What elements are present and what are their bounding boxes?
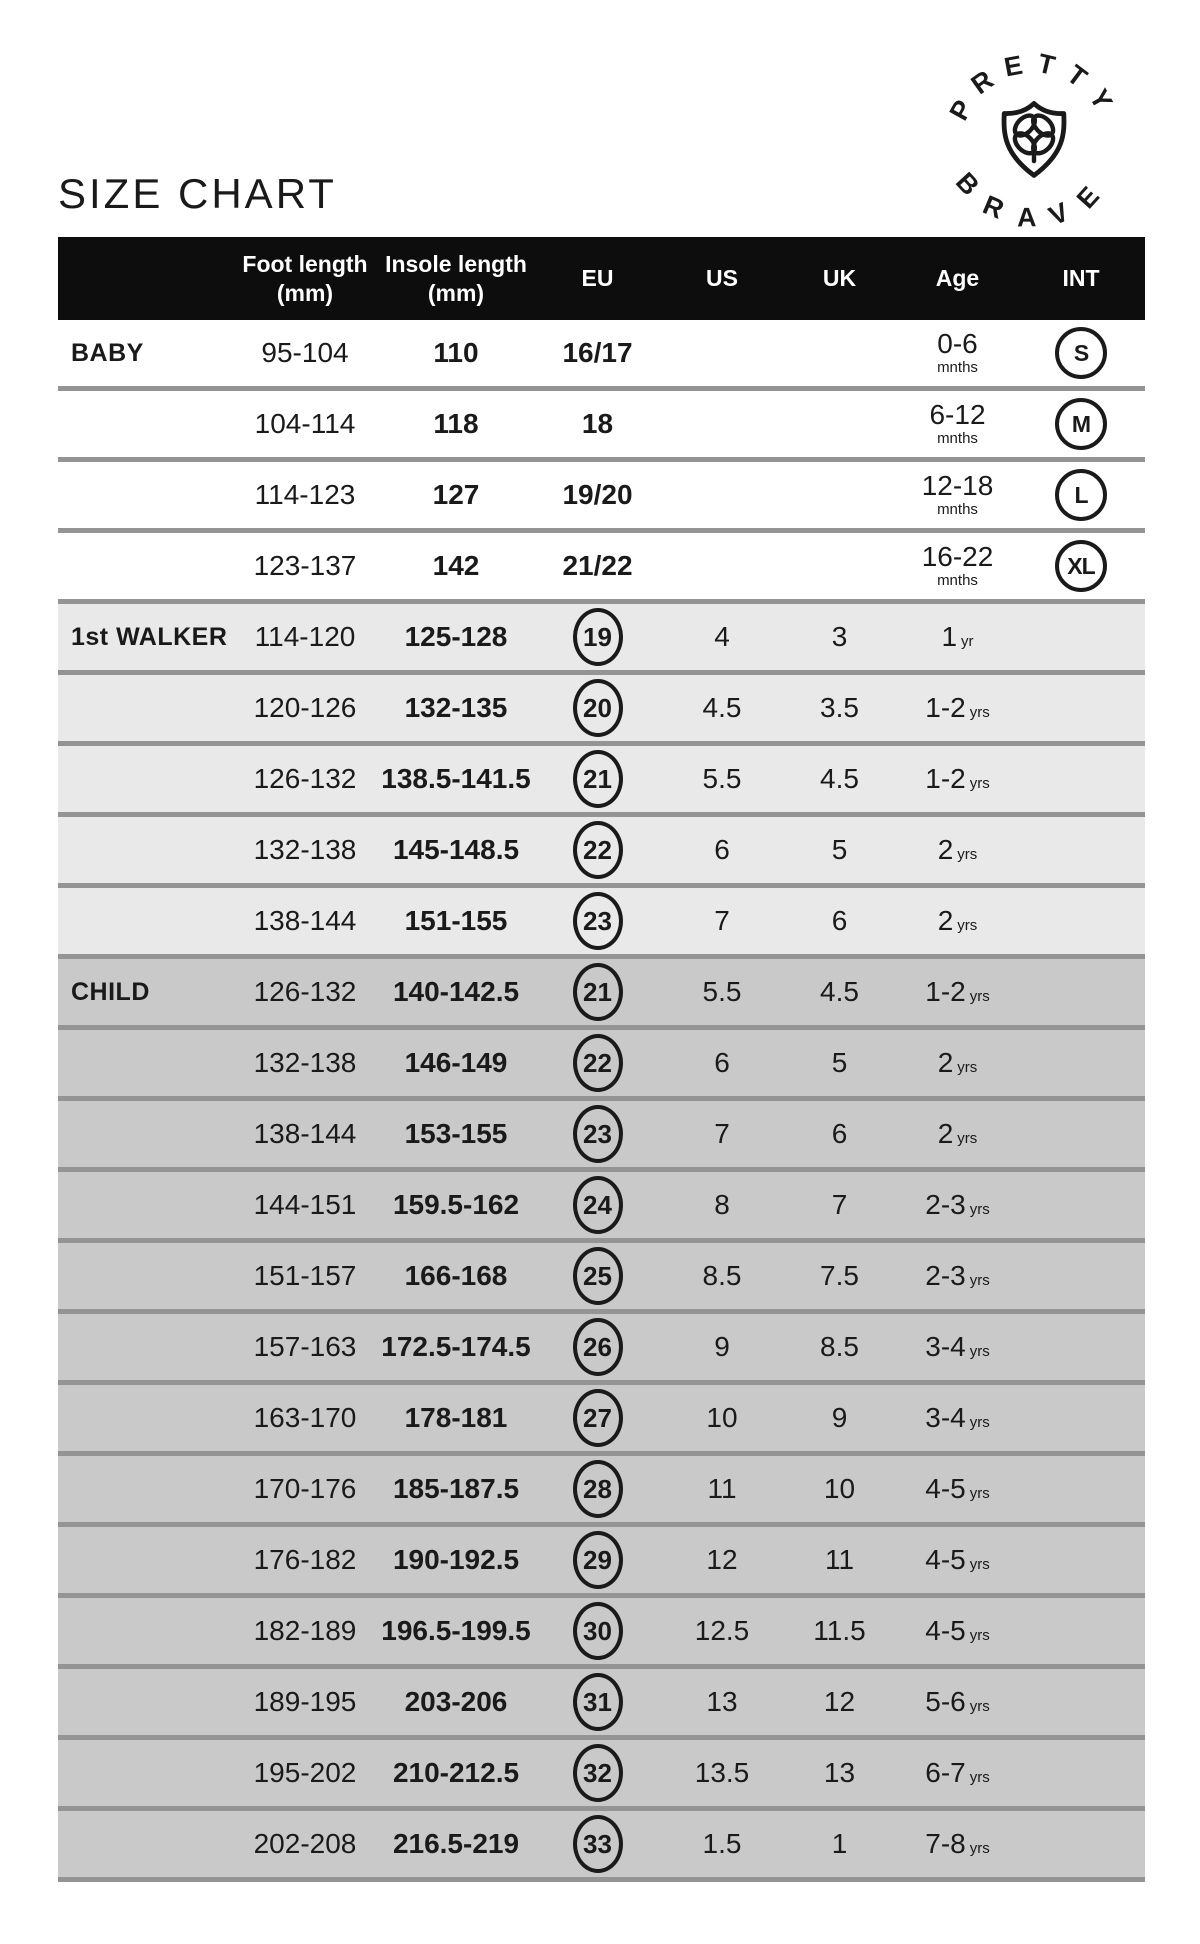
cell-eu-size (532, 821, 663, 879)
cell-insole-length: 172.5-174.5 (381, 1331, 531, 1362)
cell-insole-length: 110 (433, 337, 479, 368)
cell-uk-size: 3 (831, 621, 848, 652)
age-number: 4-5 (925, 1544, 966, 1575)
cell-us-size: 7 (714, 905, 730, 936)
age-number: 6-12 (929, 399, 986, 431)
age-unit: yrs (957, 1130, 978, 1147)
cell-eu-size (532, 479, 663, 511)
age-number: 4-5 (925, 1473, 966, 1504)
cell-eu-size (532, 337, 663, 369)
cell-uk-size: 6 (831, 1118, 848, 1149)
age-number: 3-4 (925, 1402, 966, 1433)
column-header-eu (532, 264, 663, 292)
age-unit: mnths (937, 501, 978, 519)
table-row (58, 1385, 1145, 1456)
int-size-badge: XL (1055, 540, 1107, 592)
age-number: 1 (941, 621, 958, 652)
table-row (58, 604, 1145, 675)
table-row (58, 320, 1145, 391)
cell-insole-length: 185-187.5 (392, 1473, 520, 1504)
cell-uk-size: 8.5 (820, 1331, 859, 1362)
cell-age (898, 1828, 1017, 1860)
table-row (58, 746, 1145, 817)
cell-eu-size (532, 679, 663, 737)
cell-foot-length: 132-138 (253, 834, 357, 865)
table-row (58, 1527, 1145, 1598)
cell-uk-size: 12 (823, 1686, 856, 1717)
cell-uk-size: 9 (831, 1402, 848, 1433)
cell-us-size: 6 (714, 1047, 730, 1078)
cell-insole-length: 132-135 (404, 692, 508, 723)
cell-insole-length: 127 (432, 479, 480, 510)
age-number: 4-5 (925, 1615, 966, 1646)
table-row (58, 1243, 1145, 1314)
cell-uk-size: 7 (831, 1189, 848, 1220)
cell-age (898, 1402, 1017, 1434)
cell-foot-length: 144-151 (253, 1189, 357, 1220)
cell-us-size: 11 (707, 1473, 737, 1504)
age-number: 3-4 (925, 1331, 966, 1362)
cell-insole-length: 210-212.5 (392, 1757, 520, 1788)
eu-size-badge: 33 (573, 1815, 623, 1873)
age-unit: yrs (969, 1698, 990, 1715)
cell-foot-length: 189-195 (253, 1686, 357, 1717)
cell-int-size (1017, 540, 1145, 592)
cell-us-size: 9 (714, 1331, 730, 1362)
cell-foot-length: 163-170 (253, 1402, 357, 1433)
cell-uk-size: 10 (823, 1473, 856, 1504)
age-unit: yrs (969, 1343, 990, 1360)
int-size-badge: S (1055, 327, 1107, 379)
column-header-us (663, 264, 781, 292)
cell-insole-length: 145-148.5 (392, 834, 520, 865)
cell-us-size: 5.5 (702, 976, 742, 1007)
cell-foot-length: 114-123 (254, 479, 356, 510)
age-unit: yrs (969, 1840, 990, 1857)
cell-eu-size (532, 892, 663, 950)
eu-size-badge: 23 (573, 1105, 623, 1163)
cell-insole-length: 125-128 (404, 621, 508, 652)
cell-age (898, 1473, 1017, 1505)
age-number: 5-6 (925, 1686, 966, 1717)
cell-eu-size (532, 1744, 663, 1802)
column-header-text: EU (581, 265, 614, 292)
cell-uk-size: 1 (831, 1828, 848, 1859)
age-value (922, 471, 994, 518)
cell-uk-size: 3.5 (820, 692, 859, 723)
cell-foot-length: 202-208 (253, 1828, 357, 1859)
eu-size-badge: 24 (573, 1176, 623, 1234)
age-number: 2 (937, 905, 954, 936)
age-unit: yrs (957, 917, 978, 934)
eu-size-badge: 19 (573, 608, 623, 666)
age-unit: yrs (969, 1769, 990, 1786)
cell-foot-length: 138-144 (253, 905, 357, 936)
table-row (58, 1598, 1145, 1669)
age-unit: yrs (969, 1627, 990, 1644)
cell-us-size: 12 (706, 1544, 738, 1575)
column-header-insole-length (380, 250, 532, 306)
cell-us-size: 7 (714, 1118, 730, 1149)
eu-size-badge: 25 (573, 1247, 623, 1305)
age-unit: yr (961, 633, 974, 650)
column-header-unit: (mm) (276, 279, 334, 306)
cell-foot-length: 123-137 (253, 550, 357, 581)
cell-insole-length: 166-168 (404, 1260, 508, 1291)
cell-foot-length: 114-120 (254, 621, 356, 652)
cell-us-size: 6 (714, 834, 730, 865)
cell-insole-length: 140-142.5 (392, 976, 520, 1007)
cell-insole-length: 146-149 (404, 1047, 508, 1078)
age-number: 1-2 (925, 692, 966, 723)
cell-eu-size (532, 1034, 663, 1092)
cell-eu-size (532, 1531, 663, 1589)
cell-age (898, 542, 1017, 589)
cell-uk-size: 6 (831, 905, 848, 936)
table-row (58, 1740, 1145, 1811)
cell-eu-size (532, 1318, 663, 1376)
eu-size-badge: 21/22 (562, 550, 633, 581)
cell-foot-length: 182-189 (253, 1615, 357, 1646)
table-body (58, 320, 1145, 1882)
age-number: 6-7 (925, 1757, 966, 1788)
cell-uk-size: 11.5 (813, 1615, 866, 1646)
cell-eu-size (532, 963, 663, 1021)
cell-age (898, 1260, 1017, 1292)
eu-size-badge: 32 (573, 1744, 623, 1802)
cell-us-size: 12.5 (694, 1615, 750, 1646)
int-size-badge: L (1055, 469, 1107, 521)
cell-insole-length: 138.5-141.5 (381, 763, 531, 794)
eu-size-badge: 27 (573, 1389, 623, 1447)
column-header-age (898, 264, 1017, 292)
age-number: 16-22 (921, 541, 994, 573)
column-header-unit: (mm) (427, 279, 485, 306)
column-header-text: Age (935, 265, 980, 292)
cell-insole-length: 190-192.5 (392, 1544, 520, 1575)
age-unit: yrs (969, 775, 990, 792)
age-unit: mnths (937, 430, 978, 448)
section-label: CHILD (71, 977, 150, 1006)
cell-eu-size (532, 1815, 663, 1873)
cell-us-size: 1.5 (702, 1828, 742, 1859)
table-header-row (58, 237, 1145, 320)
cell-insole-length: 178-181 (404, 1402, 508, 1433)
age-number: 2-3 (925, 1189, 966, 1220)
size-chart-table (58, 237, 1145, 1882)
cell-foot-length: 157-163 (253, 1331, 357, 1362)
table-row (58, 1456, 1145, 1527)
cell-age (898, 1331, 1017, 1363)
cell-age (898, 471, 1017, 518)
cell-foot-length: 95-104 (261, 337, 349, 368)
cell-foot-length: 138-144 (253, 1118, 357, 1149)
cell-int-size (1017, 327, 1145, 379)
cell-eu-size (532, 1176, 663, 1234)
cell-age (898, 329, 1017, 376)
age-number: 1-2 (925, 976, 966, 1007)
age-value (937, 329, 978, 376)
cell-us-size: 8 (714, 1189, 730, 1220)
cell-foot-length: 195-202 (253, 1757, 357, 1788)
eu-size-badge: 21 (573, 750, 623, 808)
age-unit: yrs (969, 1485, 990, 1502)
eu-size-badge: 20 (573, 679, 623, 737)
cell-uk-size: 11 (824, 1544, 855, 1575)
cell-eu-size (532, 1460, 663, 1518)
cell-insole-length: 142 (432, 550, 480, 581)
table-row (58, 1030, 1145, 1101)
age-unit: yrs (969, 1272, 990, 1289)
eu-size-badge: 23 (573, 892, 623, 950)
cell-us-size: 8.5 (702, 1260, 742, 1291)
logo-top-text: PRETTY (943, 47, 1125, 126)
cell-eu-size (532, 1105, 663, 1163)
eu-size-badge: 30 (573, 1602, 623, 1660)
page-title: SIZE CHART (58, 170, 337, 217)
cell-age (898, 834, 1017, 866)
eu-size-badge: 21 (573, 963, 623, 1021)
cell-age (898, 1189, 1017, 1221)
cell-age (898, 1544, 1017, 1576)
table-row (58, 1172, 1145, 1243)
cell-eu-size (532, 1673, 663, 1731)
table-row (58, 1811, 1145, 1882)
cell-eu-size (532, 750, 663, 808)
eu-size-badge: 22 (573, 1034, 623, 1092)
cell-foot-length: 126-132 (253, 763, 357, 794)
cell-age (898, 1757, 1017, 1789)
column-header-text: Foot length (242, 251, 368, 278)
column-header-text: US (706, 265, 738, 292)
eu-size-badge: 26 (573, 1318, 623, 1376)
cell-foot-length: 120-126 (253, 692, 357, 723)
table-row (58, 1101, 1145, 1172)
age-number: 2 (937, 1118, 954, 1149)
section-label: 1st WALKER (71, 622, 228, 651)
age-unit: mnths (937, 572, 978, 590)
cell-age (898, 1118, 1017, 1150)
pretty-brave-logo (938, 42, 1130, 234)
table-row (58, 1669, 1145, 1740)
age-number: 2 (937, 1047, 954, 1078)
cell-age (898, 621, 1017, 653)
cell-uk-size: 4.5 (820, 763, 859, 794)
section-label: BABY (71, 338, 144, 367)
age-unit: yrs (957, 1059, 978, 1076)
cell-us-size: 10 (706, 1402, 738, 1433)
cell-foot-length: 170-176 (253, 1473, 357, 1504)
cell-uk-size: 5 (831, 834, 848, 865)
table-row (58, 391, 1145, 462)
age-value (929, 400, 985, 447)
age-unit: yrs (969, 1556, 990, 1573)
age-number: 7-8 (925, 1828, 966, 1859)
cell-age (898, 976, 1017, 1008)
column-header-int (1017, 264, 1145, 292)
age-number: 0-6 (937, 328, 978, 360)
cell-insole-length: 159.5-162 (392, 1189, 520, 1220)
column-header-text: INT (1062, 265, 1100, 292)
table-row (58, 462, 1145, 533)
cell-eu-size (532, 608, 663, 666)
age-number: 2 (937, 834, 954, 865)
age-number: 1-2 (925, 763, 966, 794)
eu-size-badge: 29 (573, 1531, 623, 1589)
cell-eu-size (532, 1247, 663, 1305)
eu-size-badge: 22 (573, 821, 623, 879)
eu-size-badge: 18 (581, 408, 614, 439)
shield-clover-icon (1004, 103, 1064, 175)
age-unit: mnths (937, 359, 978, 377)
cell-foot-length: 151-157 (253, 1260, 357, 1291)
eu-size-badge: 19/20 (562, 479, 633, 510)
cell-age (898, 905, 1017, 937)
table-row (58, 675, 1145, 746)
cell-insole-length: 203-206 (404, 1686, 508, 1717)
cell-insole-length: 196.5-199.5 (381, 1615, 531, 1646)
age-unit: yrs (969, 988, 990, 1005)
column-header-foot-length (230, 250, 380, 306)
int-size-badge: M (1055, 398, 1107, 450)
column-header-text: UK (822, 265, 857, 292)
cell-us-size: 5.5 (702, 763, 742, 794)
cell-uk-size: 5 (831, 1047, 848, 1078)
table-row (58, 959, 1145, 1030)
age-unit: yrs (969, 1201, 990, 1218)
cell-insole-length: 118 (433, 408, 479, 439)
cell-age (898, 763, 1017, 795)
cell-age (898, 400, 1017, 447)
cell-insole-length: 153-155 (404, 1118, 508, 1149)
eu-size-badge: 16/17 (562, 337, 633, 368)
cell-us-size: 4.5 (702, 692, 742, 723)
cell-us-size: 4 (714, 621, 730, 652)
column-header-uk (781, 264, 898, 292)
cell-age (898, 1686, 1017, 1718)
age-unit: yrs (969, 704, 990, 721)
table-row (58, 817, 1145, 888)
table-row (58, 1314, 1145, 1385)
column-header-text: Insole length (385, 251, 527, 278)
cell-uk-size: 7.5 (820, 1260, 859, 1291)
cell-eu-size (532, 1389, 663, 1447)
cell-insole-length: 216.5-219 (392, 1828, 520, 1859)
logo-bottom-text: BRAVE (949, 166, 1118, 233)
age-unit: yrs (969, 1414, 990, 1431)
age-number: 12-18 (921, 470, 994, 502)
table-row (58, 533, 1145, 604)
cell-age (898, 1615, 1017, 1647)
cell-uk-size: 13 (823, 1757, 856, 1788)
eu-size-badge: 28 (573, 1460, 623, 1518)
cell-age (898, 692, 1017, 724)
cell-age (898, 1047, 1017, 1079)
cell-eu-size (532, 550, 663, 582)
cell-insole-length: 151-155 (404, 905, 508, 936)
cell-eu-size (532, 408, 663, 440)
cell-us-size: 13.5 (694, 1757, 750, 1788)
cell-foot-length: 104-114 (254, 408, 356, 439)
cell-uk-size: 4.5 (820, 976, 859, 1007)
cell-us-size: 13 (706, 1686, 738, 1717)
age-number: 2-3 (925, 1260, 966, 1291)
eu-size-badge: 31 (573, 1673, 623, 1731)
cell-int-size (1017, 398, 1145, 450)
age-value (922, 542, 994, 589)
table-row (58, 888, 1145, 959)
cell-eu-size (532, 1602, 663, 1660)
cell-int-size (1017, 469, 1145, 521)
cell-foot-length: 126-132 (253, 976, 357, 1007)
cell-foot-length: 132-138 (253, 1047, 357, 1078)
cell-foot-length: 176-182 (253, 1544, 357, 1575)
age-unit: yrs (957, 846, 978, 863)
